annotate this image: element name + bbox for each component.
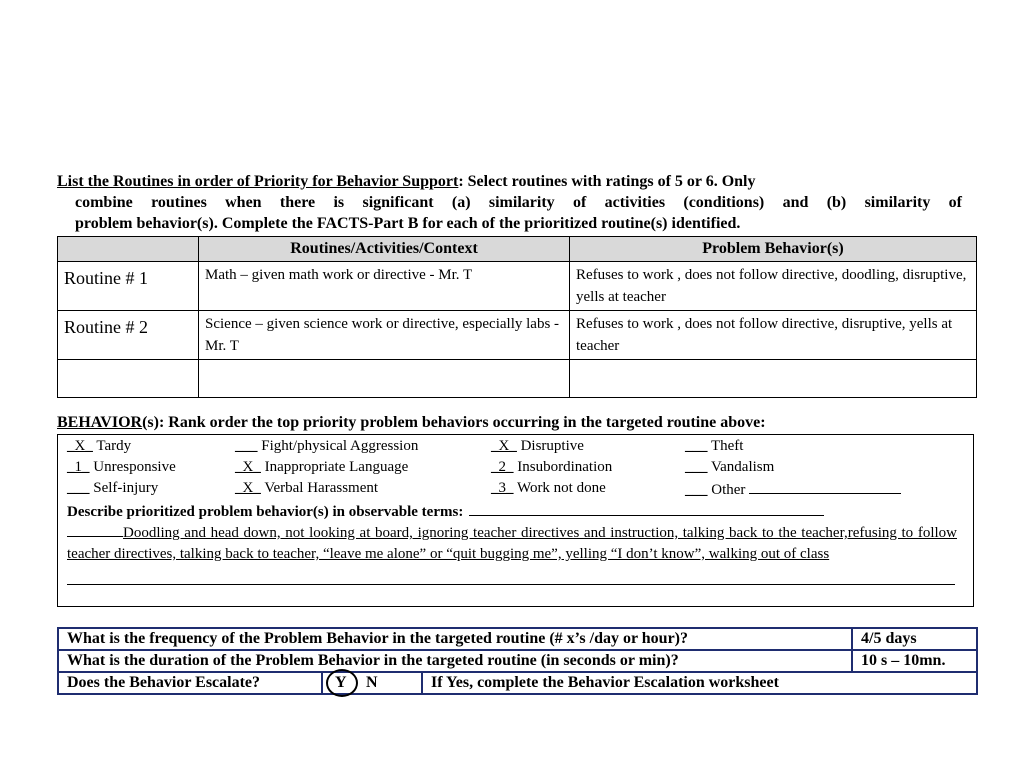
option-label: Vandalism	[710, 459, 775, 475]
routines-table	[57, 236, 977, 398]
frequency-table	[57, 627, 978, 695]
option-mark: _X_	[235, 459, 261, 475]
duration-row	[58, 650, 977, 672]
option-mark: _2_	[491, 459, 514, 475]
routine-label: Routine # 2	[58, 311, 199, 360]
behavior-option-other	[685, 479, 901, 499]
routines-intro-line3: problem behavior(s). Complete the FACTS-Part B for each of the prioritized routine(s) identified.	[75, 215, 741, 232]
routines-header-blank	[58, 237, 199, 262]
option-label: Other	[711, 482, 746, 498]
behavior-option-inappropriate-language	[235, 458, 408, 476]
describe-rule	[67, 584, 955, 585]
option-mark: ___	[67, 480, 90, 496]
option-mark: _3_	[491, 480, 514, 496]
option-label: Fight/physical Aggression	[261, 438, 419, 454]
routines-intro-line2: combine routines when there is significant (a) similarity of activities (conditions) and (b) similarity of	[75, 194, 962, 211]
behavior-option-work-not-done	[491, 479, 606, 497]
option-label: Work not done	[516, 480, 606, 496]
behavior-option-self-injury	[67, 479, 158, 497]
escalate-no: N	[365, 674, 378, 691]
routine-behavior: Refuses to work , does not follow directive, doodling, disruptive, yells at teacher	[570, 262, 977, 311]
option-mark: ___	[685, 482, 708, 498]
duration-question: What is the duration of the Problem Behavior in the targeted routine (in seconds or min)?	[58, 650, 852, 672]
routine-label	[58, 360, 199, 398]
option-label: Inappropriate Language	[264, 459, 409, 475]
option-mark: _X_	[235, 480, 261, 496]
frequency-question: What is the frequency of the Problem Behavior in the targeted routine (# x’s /day or hour)?	[58, 628, 852, 650]
escalate-choice	[322, 672, 422, 694]
option-mark: ___	[685, 459, 708, 475]
option-mark: ___	[685, 438, 708, 454]
frequency-value: 4/5 days	[852, 628, 977, 650]
behavior-option-disruptive	[491, 437, 584, 455]
escalate-yes: Y	[335, 674, 346, 691]
behavior-option-unresponsive	[67, 458, 176, 476]
option-label: Tardy	[96, 438, 132, 454]
routines-header-context: Routines/Activities/Context	[199, 237, 570, 262]
option-label: Theft	[710, 438, 744, 454]
table-row	[58, 262, 977, 311]
routine-context	[199, 360, 570, 398]
describe-label: Describe prioritized problem behavior(s) in observable terms:	[67, 504, 464, 520]
routines-intro-rest: : Select routines with ratings of 5 or 6. Only	[458, 173, 756, 190]
behavior-heading-rest: (s): Rank order the top priority problem behaviors occurring in the targeted routine above:	[142, 414, 766, 431]
describe-text	[67, 522, 957, 565]
describe-blank	[469, 501, 824, 516]
option-label: Insubordination	[517, 459, 613, 475]
option-label: Verbal Harassment	[264, 480, 379, 496]
behavior-option-insubordination	[491, 458, 612, 476]
frequency-row	[58, 628, 977, 650]
routines-header-behavior: Problem Behavior(s)	[570, 237, 977, 262]
routines-instructions	[57, 171, 962, 234]
duration-value: 10 s – 10mn.	[852, 650, 977, 672]
option-mark: _X_	[491, 438, 517, 454]
routines-intro-title: List the Routines in order of Priority for Behavior Support	[57, 173, 459, 190]
routine-behavior: Refuses to work , does not follow directive, disruptive, yells at teacher	[570, 311, 977, 360]
describe-value: Doodling and head down, not looking at board, ignoring teacher directives and instruction, talking back to the teacher,refusing to follow teacher directives, talking back to teacher, “leave me alone” or “quit bugging me”, yelling “I don’t know”, walking out of class	[67, 525, 957, 562]
escalate-note: If Yes, complete the Behavior Escalation worksheet	[422, 672, 977, 694]
behavior-heading-title: BEHAVIOR	[57, 414, 143, 431]
option-mark: _X_	[67, 438, 93, 454]
behavior-box	[57, 434, 974, 607]
behavior-heading	[57, 413, 766, 433]
routine-label: Routine # 1	[58, 262, 199, 311]
escalate-question: Does the Behavior Escalate?	[58, 672, 322, 694]
selected-circle	[326, 669, 358, 697]
behavior-option-vandalism	[685, 458, 774, 476]
table-row	[58, 311, 977, 360]
option-mark: ___	[235, 438, 258, 454]
option-label: Self-injury	[93, 480, 159, 496]
option-mark: _1_	[67, 459, 90, 475]
table-row	[58, 360, 977, 398]
behavior-option-fight	[235, 437, 418, 455]
other-blank	[749, 479, 901, 494]
behavior-option-verbal-harassment	[235, 479, 378, 497]
routines-header-row	[58, 237, 977, 262]
escalate-row	[58, 672, 977, 694]
routine-context: Math – given math work or directive - Mr. T	[199, 262, 570, 311]
behavior-option-theft	[685, 437, 743, 455]
behavior-option-tardy	[67, 437, 131, 455]
option-label: Disruptive	[520, 438, 584, 454]
option-label: Unresponsive	[93, 459, 176, 475]
routine-context: Science – given science work or directive, especially labs - Mr. T	[199, 311, 570, 360]
routine-behavior	[570, 360, 977, 398]
